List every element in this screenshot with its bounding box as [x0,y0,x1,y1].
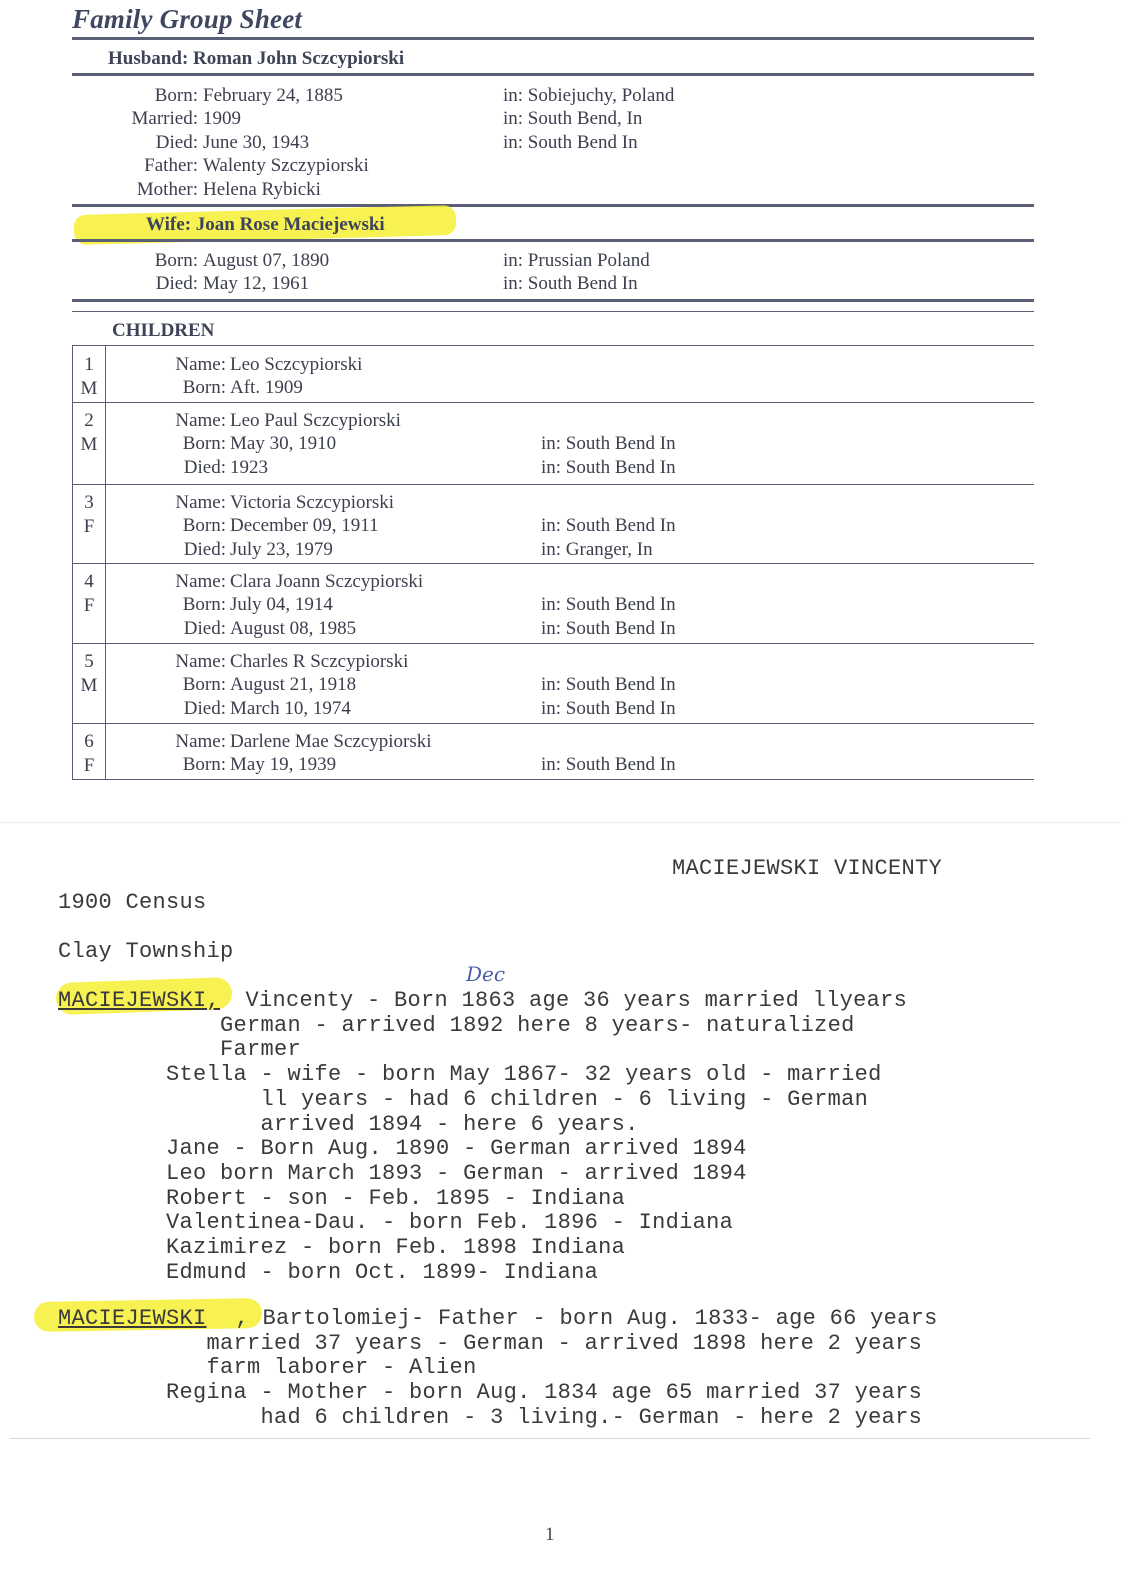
field-label: Died: [183,697,226,719]
census-line: had 6 children - 3 living.- German - here 2 years [58,1404,923,1430]
field-value: June 30, 1943 [203,131,310,153]
divider [72,73,1034,76]
field-value: Aft. 1909 [230,377,303,399]
child-divider [72,779,1034,780]
census-line: Farmer [58,1037,302,1063]
field-label: Name: [175,410,226,431]
census-line: Stella - wife - born May 1867- 32 years old - married [58,1062,882,1088]
field-value: February 24, 1885 [203,85,343,106]
handwritten-note: Dec [466,962,506,986]
field-label: Born: [154,250,198,271]
field-label: Father: [144,155,198,177]
census-line: arrived 1894 - here 6 years. [58,1111,639,1137]
census-line: Robert - son - Feb. 1895 - Indiana [58,1185,626,1211]
husband-heading: Husband: Roman John Sczcypiorski [108,48,405,69]
field-label: Name: [175,492,226,513]
child-divider [72,563,1034,564]
field-place: in: South Bend In [541,617,676,639]
field-label: Name: [175,651,226,672]
field-value: Charles R Sczcypiorski [230,651,409,672]
field-place: in: South Bend In [541,456,676,478]
divider [72,311,1034,312]
census-line: German - arrived 1892 here 8 years- naturalized [58,1012,855,1038]
census-line: Leo born March 1893 - German - arrived 1894 [58,1160,747,1186]
field-value: Victoria Sczcypiorski [230,492,395,513]
field-label: Married: [131,108,198,130]
page-title: Family Group Sheet [72,4,303,34]
field-label: Died: [183,456,226,478]
child-number: 3 [84,492,94,513]
field-place: in: South Bend In [541,697,676,719]
field-value: Leo Sczcypiorski [230,354,363,375]
census-line: Regina - Mother - born Aug. 1834 age 65 married 37 years [58,1380,923,1406]
field-label: Born: [154,85,198,106]
field-place: in: Sobiejuchy, Poland [503,85,675,106]
census-surname-bartolomiej: MACIEJEWSKI [58,1306,207,1331]
field-value: August 07, 1890 [203,250,330,271]
field-value: December 09, 1911 [230,515,379,537]
field-value: Walenty Szczypiorski [203,155,369,177]
child-number: 5 [84,651,94,672]
wife-heading: Wife: Joan Rose Maciejewski [146,214,385,235]
field-label: Born: [182,594,226,616]
census-header-name: MACIEJEWSKI VINCENTY [672,856,943,881]
field-place: in: South Bend In [541,754,676,776]
census-line: Kazimirez - born Feb. 1898 Indiana [58,1235,626,1260]
census-line: married 37 years - German - arrived 1898 here 2 years [58,1330,923,1356]
field-label: Died: [155,131,198,153]
divider [72,299,1034,302]
census-line: Edmund - born Oct. 1899- Indiana [58,1259,599,1285]
field-value: 1923 [230,456,268,478]
field-value: Darlene Mae Sczcypiorski [230,731,432,752]
child-sex: F [83,595,95,616]
scan-edge [10,1438,1090,1439]
child-divider [72,723,1034,724]
child-sex: M [80,675,98,696]
census-line: Valentinea-Dau. - born Feb. 1896 - Indiana [58,1210,734,1236]
field-label: Died: [155,273,198,295]
census-line: , Bartolomiej- Father - born Aug. 1833- age 66 years [222,1306,938,1331]
field-value: May 12, 1961 [203,273,310,295]
field-place: in: South Bend In [541,433,676,455]
field-value: Clara Joann Sczcypiorski [230,571,424,592]
child-divider [72,402,1034,403]
field-place: in: Prussian Poland [503,250,650,271]
child-sex: M [80,378,98,399]
child-sex: F [83,755,95,776]
field-value: August 21, 1918 [230,674,357,696]
field-place: in: South Bend In [541,594,676,616]
field-value: March 10, 1974 [230,697,351,719]
field-label: Born: [182,377,226,399]
field-label: Name: [175,354,226,375]
child-divider [72,643,1034,644]
census-title: 1900 Census [58,890,207,915]
field-place: in: Granger, In [541,538,653,560]
field-value: 1909 [203,108,241,130]
field-value: Leo Paul Sczcypiorski [230,410,401,431]
census-line: Vincenty - Born 1863 age 36 years married llyears [232,988,908,1013]
child-number: 6 [84,731,94,752]
census-surname-vincenty: MACIEJEWSKI, [58,988,221,1013]
child-sex: F [83,516,95,537]
divider [72,204,1034,207]
field-value: May 30, 1910 [230,433,337,455]
field-label: Born: [182,674,226,696]
page-number: 1 [545,1524,555,1545]
field-value: May 19, 1939 [230,754,337,776]
field-label: Born: [182,754,226,776]
field-value: Helena Rybicki [203,178,321,200]
field-label: Mother: [136,178,198,200]
field-value: July 04, 1914 [230,594,333,616]
field-place: in: South Bend, In [503,108,643,130]
divider [72,239,1034,242]
census-line: farm laborer - Alien [58,1355,477,1381]
field-value: August 08, 1985 [230,617,357,639]
census-line: ll years - had 6 children - 6 living - German [58,1086,869,1112]
field-value: July 23, 1979 [230,538,333,560]
field-label: Born: [182,433,226,455]
child-number: 4 [84,571,94,592]
field-label: Born: [182,515,226,537]
child-divider [72,484,1034,485]
field-label: Died: [183,538,226,560]
field-place: in: South Bend In [503,273,638,295]
divider [72,345,1034,346]
census-township: Clay Township [58,939,234,964]
field-label: Died: [183,617,226,639]
field-label: Name: [175,731,226,752]
field-place: in: South Bend In [541,515,676,537]
scan-edge [0,822,1121,823]
children-heading: CHILDREN [112,320,215,341]
census-line: Jane - Born Aug. 1890 - German arrived 1894 [58,1136,747,1162]
field-place: in: South Bend In [503,131,638,153]
divider [72,37,1034,40]
child-sex: M [80,434,98,455]
child-number: 2 [84,410,94,431]
field-place: in: South Bend In [541,674,676,696]
child-number: 1 [84,354,94,375]
field-label: Name: [175,571,226,592]
